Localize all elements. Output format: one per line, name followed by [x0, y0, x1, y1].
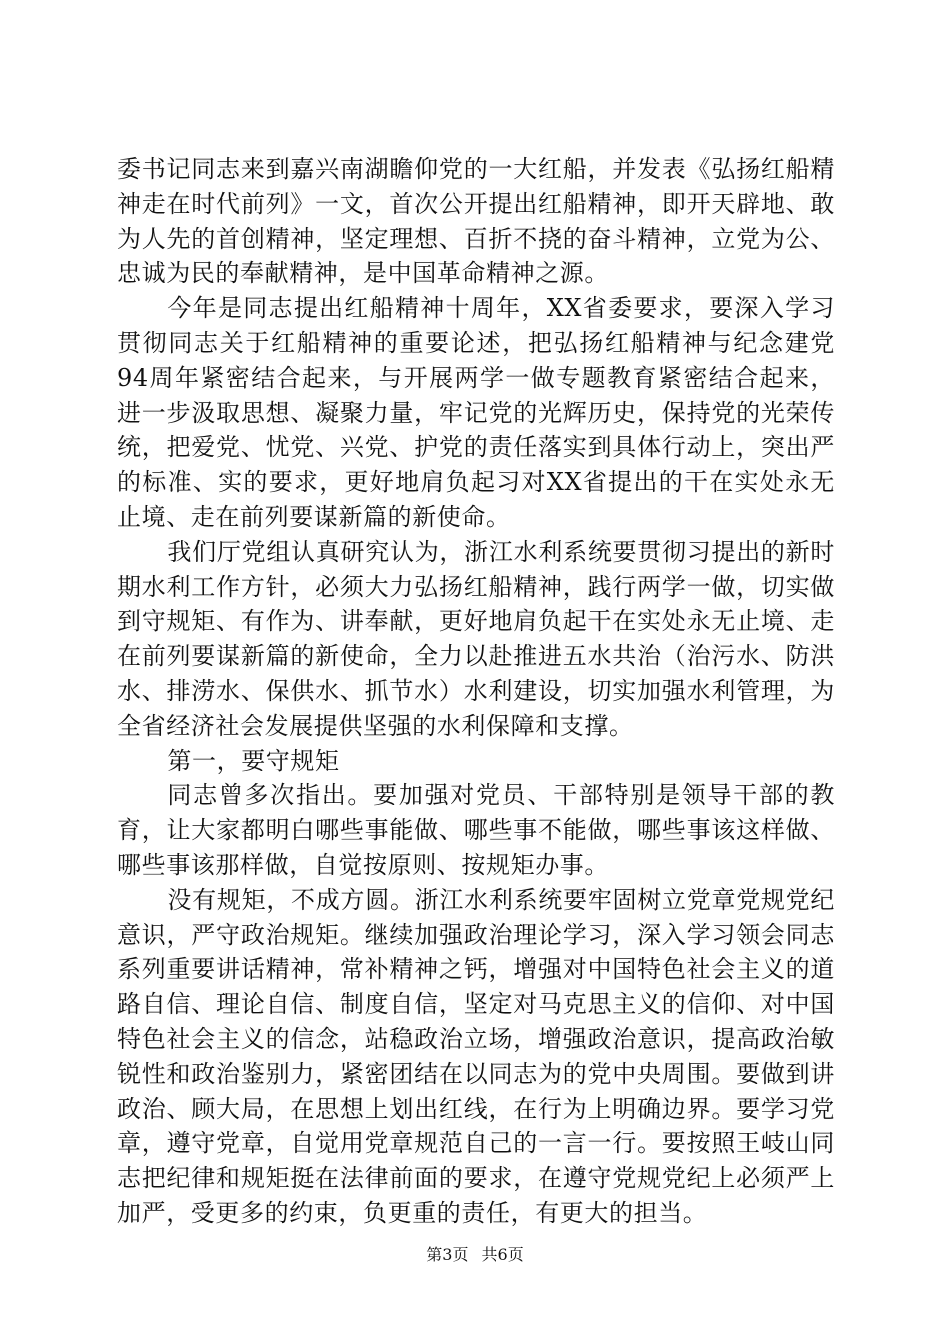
page-number: 第3页	[426, 1245, 469, 1264]
document-body	[117, 152, 835, 1231]
paragraph-5: 没有规矩，不成方圆。浙江水利系统要牢固树立党章党规党纪意识，严守政治规矩。继续加强政治理论学习，深入学习领会同志系列重要讲话精神，常补精神之钙，增强对中国特色社会主义的道路自信、理论自信、制度自信，坚定对马克思主义的信仰、对中国特色社会主义的信念，站稳政治立场，增强政治意识，提高政治敏锐性和政治鉴别力，紧密团结在以同志为的党中央周围。要做到讲政治、顾大局，在思想上划出红线，在行为上明确边界。要学习党章，遵守党章，自觉用党章规范自己的一言一行。要按照王岐山同志把纪律和规矩挺在法律前面的要求，在遵守党规党纪上必须严上加严，受更多的约束，负更重的责任，有更大的担当。	[117, 885, 835, 1227]
paragraph-1: 委书记同志来到嘉兴南湖瞻仰党的一大红船，并发表《弘扬红船精神走在时代前列》一文，首次公开提出红船精神，即开天辟地、敢为人先的首创精神，坚定理想、百折不挠的奋斗精神，立党为公、忠诚为民的奉献精神，是中国革命精神之源。	[117, 155, 835, 288]
page-total: 共6页	[481, 1245, 524, 1264]
page-footer	[0, 1245, 950, 1265]
paragraph-2: 今年是同志提出红船精神十周年，XX省委要求，要深入学习贯彻同志关于红船精神的重要论述，把弘扬红船精神与纪念建党94周年紧密结合起来，与开展两学一做专题教育紧密结合起来，进一步汲取思想、凝聚力量，牢记党的光辉历史，保持党的光荣传统，把爱党、忧党、兴党、护党的责任落实到具体行动上，突出严的标准、实的要求，更好地肩负起习对XX省提出的干在实处永无止境、走在前列要谋新篇的新使命。	[117, 294, 835, 531]
section-heading-first: 第一，要守规矩	[167, 746, 340, 775]
paragraph-4: 同志曾多次指出。要加强对党员、干部特别是领导干部的教育，让大家都明白哪些事能做、哪些事不能做，哪些事该这样做、哪些事该那样做，自觉按原则、按规矩办事。	[117, 781, 835, 879]
paragraph-3: 我们厅党组认真研究认为，浙江水利系统要贯彻习提出的新时期水利工作方针，必须大力弘扬红船精神，践行两学一做，切实做到守规矩、有作为、讲奉献，更好地肩负起干在实处永无止境、走在前列要谋新篇的新使命，全力以赴推进五水共治（治污水、防洪水、排涝水、保供水、抓节水）水利建设，切实加强水利管理，为全省经济社会发展提供坚强的水利保障和支撑。	[117, 537, 835, 740]
